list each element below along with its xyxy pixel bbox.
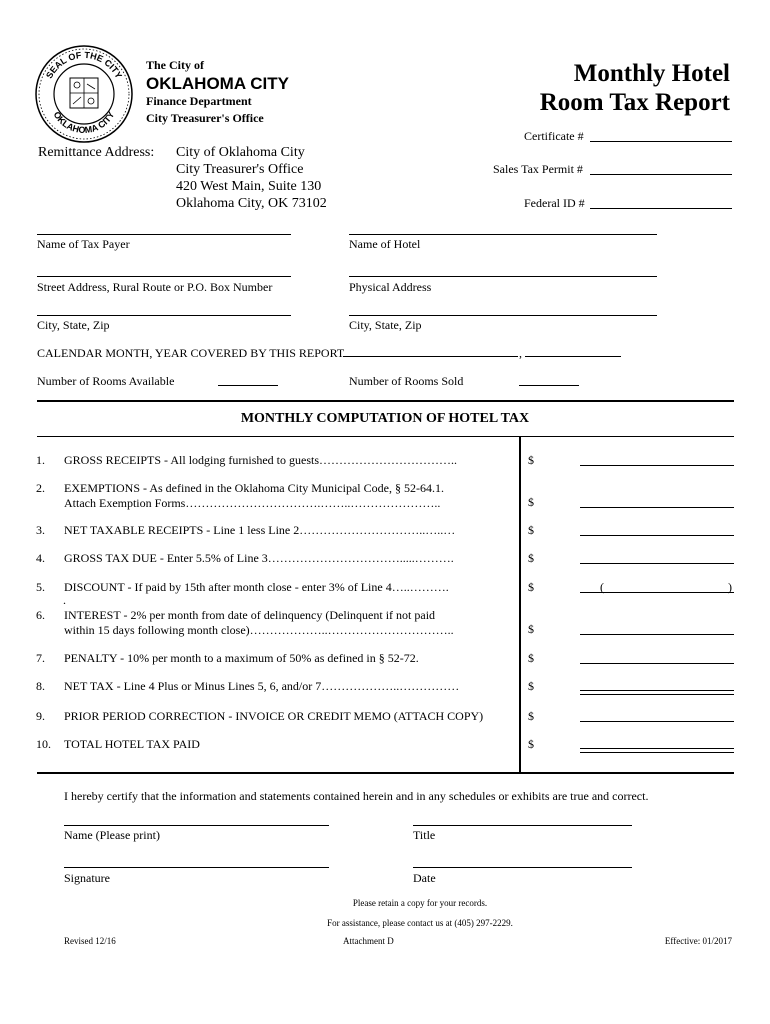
line-description-cont: Attach Exemption Forms…………………………….……..…………………..: [64, 496, 441, 510]
total-hotel-tax-field[interactable]: [580, 748, 734, 753]
seal-top-text: SEAL OF THE CITY: [44, 49, 124, 81]
hotel-name-label: Name of Hotel: [349, 237, 421, 251]
city-state-zip-right-field[interactable]: [349, 315, 657, 316]
dollar-sign: $: [528, 651, 534, 665]
sales-tax-permit-label: Sales Tax Permit #: [493, 162, 583, 176]
calendar-month-field[interactable]: [343, 356, 518, 357]
treasurer-office: City Treasurer's Office: [146, 111, 264, 125]
computation-header-rule: [37, 436, 734, 437]
remittance-line2: City Treasurer's Office: [176, 162, 304, 177]
line-description: EXEMPTIONS - As defined in the Oklahoma City Municipal Code, § 52-64.1.: [64, 481, 444, 495]
federal-id-label: Federal ID #: [524, 196, 585, 210]
rooms-sold-label: Number of Rooms Sold: [349, 374, 464, 388]
date-field[interactable]: [413, 867, 632, 868]
remittance-line4: Oklahoma City, OK 73102: [176, 196, 327, 211]
dollar-sign: $: [528, 679, 534, 693]
dollar-sign: $: [528, 495, 534, 509]
computation-bottom-rule: [37, 772, 734, 774]
dollar-sign: $: [528, 580, 534, 594]
hotel-name-field[interactable]: [349, 234, 657, 235]
physical-address-field[interactable]: [349, 276, 657, 277]
taxpayer-name-label: Name of Tax Payer: [37, 237, 130, 251]
line-description: DISCOUNT - If paid by 15th after month close - enter 3% of Line 4…..……….: [64, 580, 449, 594]
line-description: NET TAXABLE RECEIPTS - Line 1 less Line 2…………………………..…..…: [64, 523, 456, 537]
city-of-label: The City of: [146, 58, 204, 72]
prior-period-correction-field[interactable]: [580, 721, 734, 722]
rooms-available-label: Number of Rooms Available: [37, 374, 175, 388]
line-number: 4.: [36, 551, 45, 565]
signature-label: Signature: [64, 871, 110, 885]
remittance-line3: 420 West Main, Suite 130: [176, 179, 322, 194]
line-number: 8.: [36, 679, 45, 693]
federal-id-field[interactable]: [590, 208, 732, 209]
stray-dot: .: [63, 593, 66, 607]
rooms-available-field[interactable]: [218, 385, 278, 386]
calendar-comma: ,: [519, 346, 522, 360]
net-tax-field[interactable]: [580, 690, 734, 695]
remittance-line1: City of Oklahoma City: [176, 145, 305, 160]
taxpayer-name-field[interactable]: [37, 234, 291, 235]
retain-copy-note: Please retain a copy for your records.: [352, 898, 488, 908]
calendar-month-label: CALENDAR MONTH, YEAR COVERED BY THIS REPORT: [37, 346, 345, 360]
computation-top-rule: [37, 400, 734, 402]
form-title-line2: Room Tax Report: [539, 89, 730, 116]
effective-date: Effective: 01/2017: [664, 936, 732, 946]
penalty-field[interactable]: [580, 663, 734, 664]
line-number: 5.: [36, 580, 45, 594]
physical-address-label: Physical Address: [349, 280, 432, 294]
certification-statement: I hereby certify that the information and statements contained herein and in any schedules or exhibits are true and correct.: [64, 789, 649, 803]
certificate-label: Certificate #: [524, 129, 584, 143]
dollar-sign: $: [528, 622, 534, 636]
discount-close-paren: ): [728, 580, 732, 594]
title-field[interactable]: [413, 825, 632, 826]
city-state-zip-right-label: City, State, Zip: [349, 318, 422, 332]
discount-open-paren: (: [600, 580, 604, 594]
dollar-sign: $: [528, 453, 534, 467]
net-taxable-receipts-field[interactable]: [580, 535, 734, 536]
city-seal: [34, 44, 134, 144]
revised-date: Revised 12/16: [64, 936, 116, 946]
dollar-sign: $: [528, 551, 534, 565]
gross-tax-due-field[interactable]: [580, 563, 734, 564]
city-state-zip-left-label: City, State, Zip: [37, 318, 110, 332]
street-address-field[interactable]: [37, 276, 291, 277]
line-description: GROSS TAX DUE - Enter 5.5% of Line 3…………………………….....……….: [64, 551, 454, 565]
line-description: GROSS RECEIPTS - All lodging furnished to guests……………………………..: [64, 453, 458, 467]
rooms-sold-field[interactable]: [519, 385, 579, 386]
assistance-note: For assistance, please contact us at (405) 297-2229.: [327, 918, 513, 928]
print-name-label: Name (Please print): [64, 828, 160, 842]
line-number: 10.: [36, 737, 51, 751]
sales-tax-permit-field[interactable]: [590, 174, 732, 175]
line-description: TOTAL HOTEL TAX PAID: [64, 737, 200, 751]
dollar-sign: $: [528, 737, 534, 751]
computation-title: MONTHLY COMPUTATION OF HOTEL TAX: [240, 411, 530, 426]
line-number: 9.: [36, 709, 45, 723]
line-description: INTEREST - 2% per month from date of delinquency (Delinquent if not paid: [64, 608, 436, 622]
interest-field[interactable]: [580, 634, 734, 635]
remittance-label: Remittance Address:: [38, 145, 155, 160]
title-label: Title: [413, 828, 436, 842]
city-state-zip-left-field[interactable]: [37, 315, 291, 316]
print-name-field[interactable]: [64, 825, 329, 826]
signature-field[interactable]: [64, 867, 329, 868]
certificate-field[interactable]: [590, 141, 732, 142]
line-number: 1.: [36, 453, 45, 467]
gross-receipts-field[interactable]: [580, 465, 734, 466]
svg-text:OKLAHOMA CITY: [52, 110, 117, 135]
seal-bottom-text: OKLAHOMA CITY: [51, 109, 117, 136]
date-label: Date: [413, 871, 436, 885]
line-description: NET TAX - Line 4 Plus or Minus Lines 5, 6, and/or 7………………..……………: [64, 679, 460, 693]
line-number: 6.: [36, 608, 45, 622]
dollar-sign: $: [528, 709, 534, 723]
calendar-year-field[interactable]: [525, 356, 621, 357]
form-title-line1: Monthly Hotel: [573, 60, 730, 87]
finance-department: Finance Department: [146, 94, 252, 108]
street-address-label: Street Address, Rural Route or P.O. Box Number: [37, 280, 273, 294]
dollar-sign: $: [528, 523, 534, 537]
line-number: 2.: [36, 481, 45, 495]
city-name: OKLAHOMA CITY: [146, 74, 289, 93]
computation-divider: [519, 436, 521, 772]
exemptions-field[interactable]: [580, 507, 734, 508]
line-number: 7.: [36, 651, 45, 665]
line-number: 3.: [36, 523, 45, 537]
line-description: PRIOR PERIOD CORRECTION - INVOICE OR CREDIT MEMO (ATTACH COPY): [64, 709, 484, 723]
attachment-label: Attachment D: [343, 936, 394, 946]
line-description-cont: within 15 days following month close)………………..…………………………..: [64, 623, 454, 637]
line-description: PENALTY - 10% per month to a maximum of 50% as defined in § 52-72.: [64, 651, 419, 665]
